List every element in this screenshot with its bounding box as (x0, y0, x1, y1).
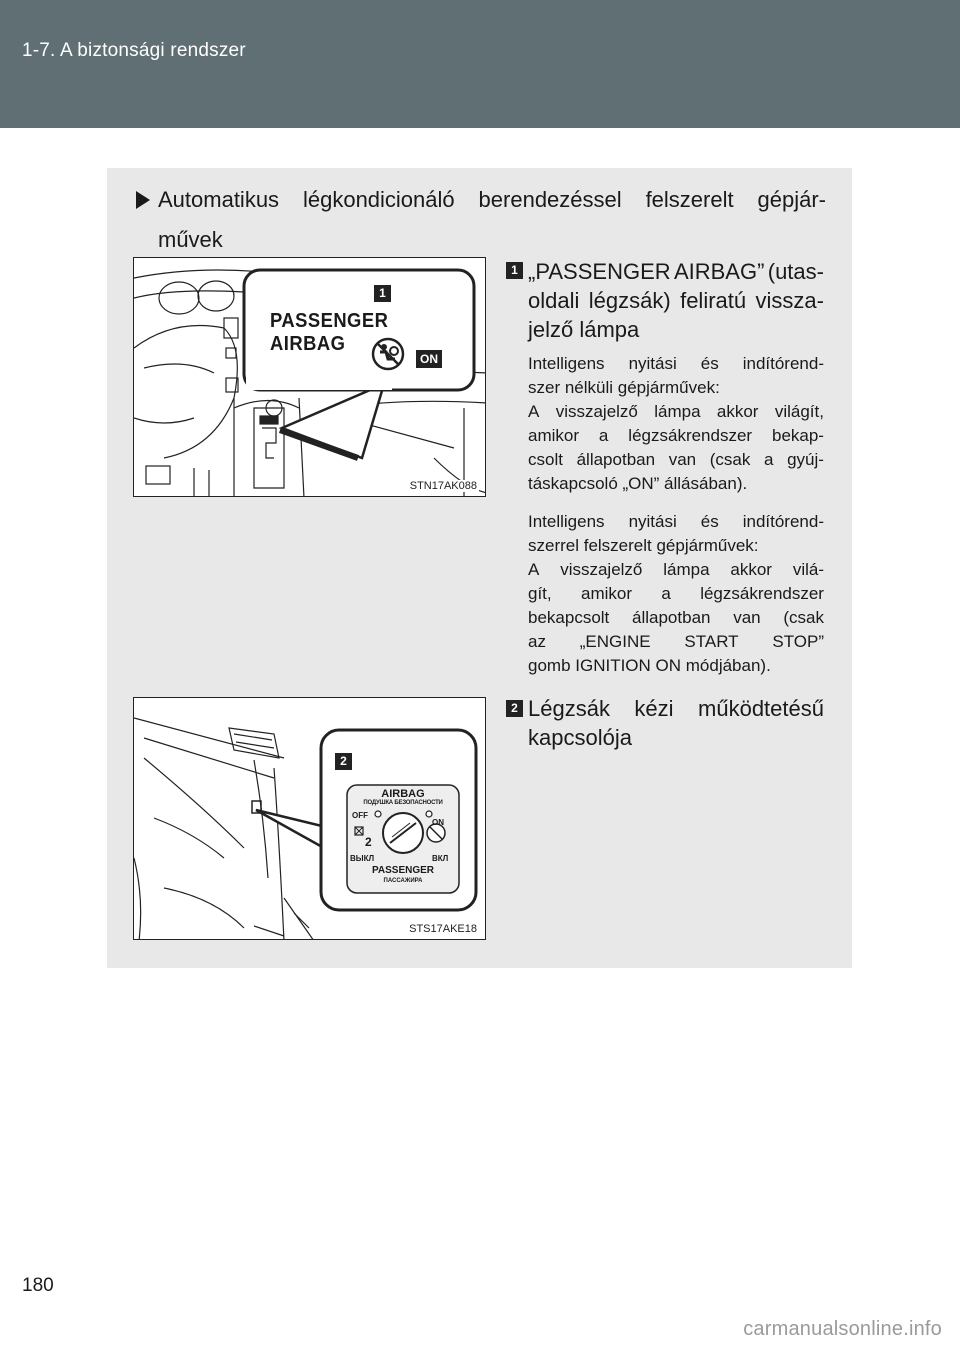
note-line: szer nélküli gépjárművek: (528, 378, 720, 397)
item-2-title-line-2: kapcsolója (528, 725, 632, 750)
note-line: bekapcsolt állapotban van (csak (528, 608, 824, 627)
note-line: A visszajelző lámpa akkor vilá- (528, 560, 824, 579)
intro-word: berendezéssel (478, 187, 622, 212)
note-line: gít, amikor a légzsákrendszer (528, 584, 824, 603)
item-number-2: 2 (506, 700, 523, 717)
watermark: carmanualsonline.info (743, 1318, 942, 1340)
note-line: Intelligens nyitási és indítórend- (528, 512, 824, 531)
note-line: táskapcsoló „ON” állásában). (528, 474, 748, 493)
switch-on-label: ON (432, 818, 444, 827)
switch-title-ru: ПОДУШКА БЕЗОПАСНОСТИ (363, 800, 443, 806)
figure-airbag-manual-switch (133, 697, 486, 940)
triangle-bullet-icon (136, 191, 150, 209)
title-word: kézi (634, 696, 674, 721)
intro-word: Automatikus (136, 180, 279, 220)
switch-bottom-label: PASSENGER (371, 865, 435, 876)
page-number: 180 (22, 1275, 54, 1296)
page-header (0, 0, 960, 128)
intro-heading (136, 180, 826, 260)
section-title: 1-7. A biztonsági rendszer (22, 40, 246, 61)
item-2-title (528, 694, 824, 723)
switch-off-label: OFF (352, 811, 368, 820)
intro-line-2: művek (158, 227, 223, 252)
item-1-title-line-3: jelző lámpa (528, 317, 640, 342)
intro-line-1 (136, 180, 826, 220)
title-word: AIRBAG” (673, 259, 765, 284)
item-1-note-2 (528, 510, 824, 678)
title-word: működtetésű (698, 696, 824, 721)
note-line: Intelligens nyitási és indítórend- (528, 354, 824, 373)
title-word: feliratú (680, 288, 747, 313)
child-seat-mark: 2 (365, 835, 372, 849)
figure-code: STS17AKE18 (409, 923, 477, 935)
note-line: csolt állapotban van (csak a gyúj- (528, 450, 824, 469)
passenger-airbag-off-icon (371, 337, 405, 371)
item-1-title (528, 257, 824, 286)
title-line (528, 286, 824, 315)
note-line: amikor a légzsákrendszer bekap- (528, 426, 824, 445)
note-line: az „ENGINE START STOP” (528, 632, 824, 651)
title-word: „PASSENGER (528, 259, 671, 284)
title-word: Légzsák (528, 696, 610, 721)
switch-on-label-ru: ВКЛ (432, 854, 449, 863)
title-word: (utas- (767, 259, 824, 284)
intro-word: légkondicionáló (302, 187, 455, 212)
figure-code: STN17AK088 (409, 480, 477, 492)
note-line: gomb IGNITION ON módjában). (528, 656, 771, 675)
item-1-title-line-2 (528, 286, 824, 315)
title-word: oldali (528, 288, 580, 313)
switch-off-label-ru: ВЫКЛ (350, 854, 375, 863)
title-word: vissza- (755, 288, 824, 313)
item-1-note-1 (528, 352, 824, 496)
intro-word: felszerelt (645, 187, 734, 212)
dashboard-illustration (134, 258, 486, 497)
switch-title: AIRBAG (381, 788, 425, 800)
item-number-1: 1 (506, 262, 523, 279)
switch-bottom-label-ru: ПАССАЖИРА (383, 878, 423, 884)
passenger-airbag-label: PASSENGER AIRBAG (270, 310, 389, 355)
intro-word: gépjár- (757, 187, 826, 212)
callout-number-2: 2 (335, 753, 352, 770)
figure-passenger-airbag-indicator (133, 257, 486, 497)
note-line: A visszajelző lámpa akkor világít, (528, 402, 824, 421)
on-indicator: ON (416, 350, 442, 368)
title-line (528, 257, 824, 286)
title-line (528, 694, 824, 723)
callout-number-1: 1 (374, 285, 391, 302)
title-word: légzsák) (588, 288, 671, 313)
note-line: szerrel felszerelt gépjárművek: (528, 536, 759, 555)
